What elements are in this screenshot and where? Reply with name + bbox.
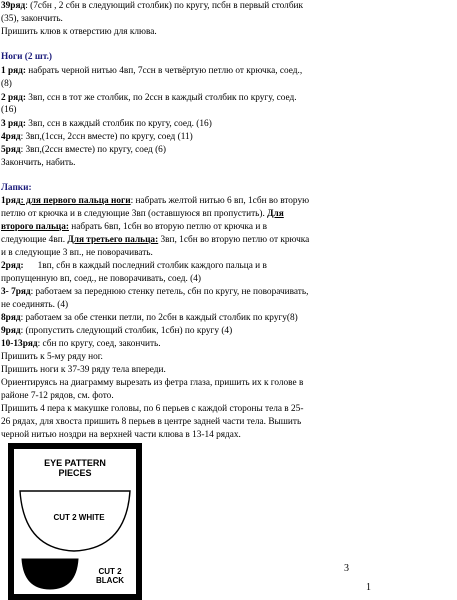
row-text: 3вп, 1сбн во вторую петлю от крючка [158, 235, 310, 245]
text-line: Пришить 4 пера к макушке головы, по 6 перьев с каждой стороны тела в 25- [1, 404, 304, 414]
white-eye-label: CUT 2 WHITE [53, 513, 105, 522]
row-text: : (пропустить следующий столбик, 1сбн) по кругу (4) [20, 326, 233, 336]
text-line: (16) [1, 105, 17, 115]
text-line [1, 131, 453, 143]
black-eye-label [88, 567, 132, 585]
eye-pattern-title-line: EYE PATTERN [44, 458, 106, 468]
row-text: 3вп, ссн в каждый столбик по кругу, соед. (16) [25, 119, 212, 129]
paws-section-title: Лапки: [1, 183, 32, 193]
text-line: Ориентируясь на диаграмму вырезать из фетра глаза, пришить их к голове в [1, 378, 304, 388]
text-line [1, 312, 453, 324]
row-label: 3 ряд: [1, 119, 26, 129]
text-line: пропущенную вп, соед., не поворачивать, соед. (4) [1, 274, 201, 284]
row-text: : 3вп,(2ссн вместе) по кругу, соед (6) [20, 145, 166, 155]
text-line [1, 0, 453, 12]
text-line [1, 338, 453, 350]
row-text: 1вп, сбн в каждый последний столбик каждого пальца и в [23, 261, 267, 271]
text-line [1, 234, 453, 246]
text-line: Пришить ноги к 37-39 ряду тела впереди. [1, 365, 166, 375]
text-line: районе 7-12 рядов, см. фото. [1, 391, 114, 401]
inner-page-number: 3 [344, 563, 349, 574]
row-label: 9ряд [1, 326, 21, 336]
row-text: следующие 4вп. [1, 235, 68, 245]
eye-pattern-panel [14, 449, 136, 594]
text-line [1, 144, 453, 156]
row-label: 10-13ряд [1, 339, 38, 349]
page-number: 1 [366, 582, 371, 593]
row-label: 2 ряд: [1, 93, 26, 103]
text-line: черной нитью ноздри на верхней части клюва в 13-14 рядах. [1, 430, 241, 440]
text-line: (8) [1, 79, 12, 89]
black-eye-label-line: CUT 2 [98, 567, 122, 576]
text-line: и в следующие 3 вп., не поворачивать. [1, 248, 153, 258]
row-text: набрать 6вп, 1сбн во вторую петлю от крючка и в [68, 222, 268, 232]
row-label: 8ряд [1, 313, 21, 323]
text-line [1, 92, 453, 104]
text-line: Закончить, набить. [1, 158, 76, 168]
text-line [1, 325, 453, 337]
text-line: Пришить к 5-му ряду ног. [1, 352, 103, 362]
text-line [1, 118, 453, 130]
row-label: 1ряд [1, 196, 21, 206]
emphasis-text: второго пальца: [1, 222, 69, 232]
row-label: 5ряд [1, 145, 21, 155]
row-text: : сбн по кругу, соед, закончить. [37, 339, 161, 349]
row-text: 3вп, ссн в тот же столбик, по 2ссн в каждый столбик по кругу, соед. [25, 93, 297, 103]
text-line: не соединять. (4) [1, 300, 69, 310]
row-label: 3- 7ряд [1, 287, 31, 297]
row-label: 2ряд: [1, 261, 24, 271]
text-line: Пришить клюв к отверстию для клюва. [1, 27, 157, 37]
row-text: : (7сбн , 2 сбн в следующий столбик) по кругу, псбн в первый столбик [25, 1, 304, 11]
text-line [1, 260, 453, 272]
row-text: набрать черной нитью 4вп, 7ссн в четвёртую петлю от крючка, соед., [25, 66, 303, 76]
text-line: (35), закончить. [1, 14, 63, 24]
emphasis-text: Для третьего пальца: [67, 235, 159, 245]
row-text: петлю от крючка и в следующие 3вп (оставшуюся вп пропустить). [1, 209, 268, 219]
eye-pattern-figure [8, 443, 142, 600]
emphasis-text: : для первого пальца ноги [20, 196, 131, 206]
text-line [1, 208, 453, 220]
row-text: : работаем за переднюю стенку петель, сбн по кругу, не поворачивать, [30, 287, 309, 297]
text-line [1, 195, 453, 207]
black-eye-shape [22, 559, 78, 589]
row-label: 39ряд [1, 1, 26, 11]
row-text: : набрать желтой нитью 6 вп, 1сбн во вторую [130, 196, 310, 206]
row-text: : 3вп,(1ссн, 2ссн вместе) по кругу, соед (11) [20, 132, 193, 142]
row-label: 1 ряд: [1, 66, 26, 76]
text-line: 26 рядах, для хвоста пришить 8 перьев в центре задней части тела. Вышить [1, 417, 302, 427]
emphasis-text: Для [267, 209, 284, 219]
text-line [1, 65, 453, 77]
black-eye-label-line: BLACK [96, 576, 124, 585]
eye-pattern-title-line: PIECES [58, 468, 92, 478]
legs-section-title: Ноги (2 шт.) [1, 52, 52, 62]
text-line [1, 286, 453, 298]
text-line [1, 221, 453, 233]
row-text: : работаем за обе стенки петли, по 2сбн в каждый столбик по кругу(8) [20, 313, 298, 323]
row-label: 4ряд [1, 132, 21, 142]
